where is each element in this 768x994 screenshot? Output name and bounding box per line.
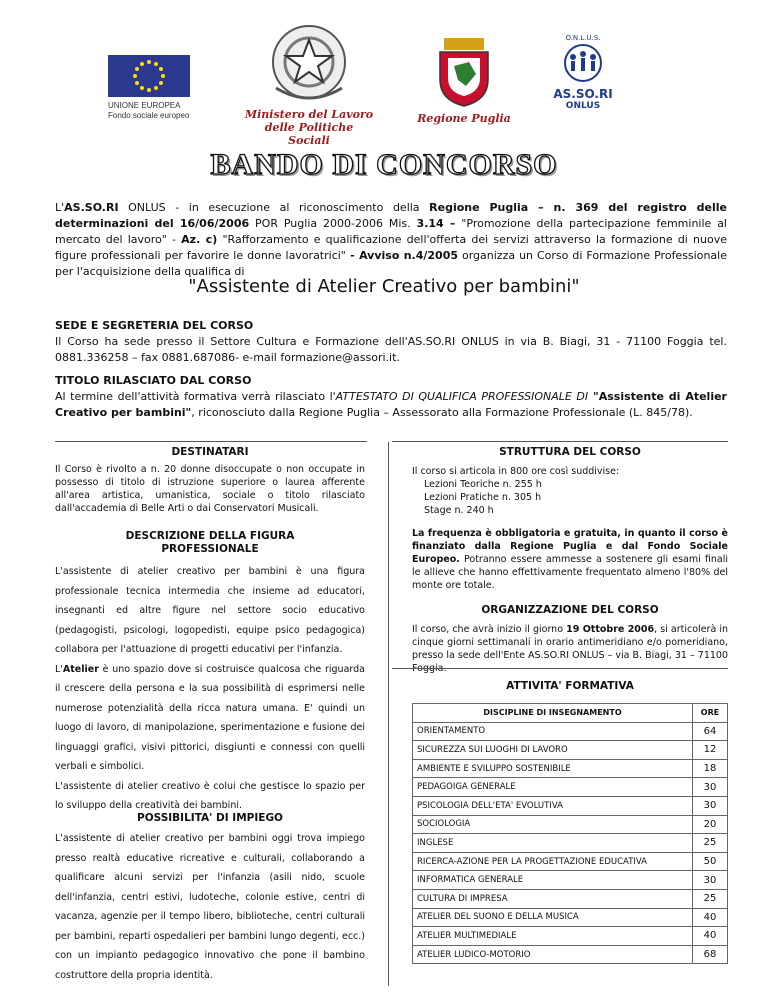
struttura-line: Lezioni Teoriche n. 255 h	[424, 479, 542, 490]
divider-left	[55, 441, 367, 442]
regione-caption: Regione Puglia	[417, 112, 511, 125]
frequenza-bold: La frequenza è obbligatoria e gratuita, in quanto il corso è finanziato dalla Regione Puglia e dal Fondo Sociale Europeo.	[412, 528, 728, 565]
sede-section	[55, 318, 727, 366]
table-row	[413, 871, 728, 890]
table-row	[413, 796, 728, 815]
discipline-name: SOCIOLOGIA	[413, 815, 693, 834]
discipline-hours: 18	[693, 759, 728, 778]
discipline-name: ORIENTAMENTO	[413, 722, 693, 741]
table-row	[413, 889, 728, 908]
intro-text-3: POR Puglia 2000-2006 Mis.	[249, 217, 417, 230]
intro-azione: Az. c)	[181, 233, 218, 246]
discipline-hours: 68	[693, 945, 728, 964]
discipline-table	[412, 703, 728, 964]
assori-label: AS.SO.RI	[553, 87, 613, 101]
attivita-heading: ATTIVITA' FORMATIVA	[506, 680, 634, 692]
discipline-name: ATELIER MULTIMEDIALE	[413, 927, 693, 946]
discipline-name: SICUREZZA SUI LUOGHI DI LAVORO	[413, 741, 693, 760]
eu-logo	[108, 55, 198, 121]
sede-heading: SEDE E SEGRETERIA DEL CORSO	[55, 319, 254, 332]
descrizione-heading: DESCRIZIONE DELLA FIGURA PROFESSIONALE	[125, 530, 295, 555]
impiego-text: L'assistente di atelier creativo per bambini oggi trova impiego presso realtà educative ricreative e culturali, collaborando a qualificare alcuni servizi per l'infanzia (asili nido, scuole dell'infanzia, centri estivi, ludoteche, colonie estive, centri di vacanza, agenzie per il tempo libero, biblioteche, centri culturali per bambini, reparti ospedalieri per bambini lungo degenti, ecc.) con un impianto pedagogico innovativo che pone il bambino costruttore della propria identità.	[55, 833, 365, 981]
intro-misura: 3.14 –	[416, 217, 456, 230]
table-row	[413, 778, 728, 797]
organizzazione-heading: ORGANIZZAZIONE DEL CORSO	[481, 604, 659, 616]
assori-logo	[552, 34, 614, 111]
discipline-hours: 30	[693, 778, 728, 797]
discipline-name: RICERCA-AZIONE PER LA PROGETTAZIONE EDUCATIVA	[413, 852, 693, 871]
organizzazione-section	[412, 604, 728, 675]
intro-text-2: ONLUS - in esecuzione al riconoscimento della	[118, 201, 430, 214]
discipline-hours: 30	[693, 871, 728, 890]
organizzazione-date: 19 Ottobre 2006	[566, 624, 655, 635]
table-row	[413, 834, 728, 853]
page-title: BANDO DI CONCORSO	[210, 148, 558, 181]
destinatari-text: Il Corso è rivolto a n. 20 donne disoccupate o non occupate in possesso di titolo di istruzione superiore o laurea afferente all'area artistica, umanistica, sociale o titolo rilasciato dall'accademia di Belle Arti o dai Conservatori Musicali.	[55, 464, 365, 514]
intro-text-6: organizza un Corso di Formazione Professionale per l'acquisizione della qualifica di	[55, 249, 727, 278]
divider-right	[392, 441, 728, 442]
attivita-section	[412, 680, 728, 693]
intro-paragraph	[55, 200, 727, 280]
people-icon	[555, 42, 611, 84]
logo-header	[0, 0, 768, 147]
divider-right-2	[392, 668, 728, 669]
italian-emblem-icon	[244, 18, 374, 104]
titolo-attestato: ATTESTATO DI QUALIFICA PROFESSIONALE DI	[335, 390, 589, 403]
ministero-caption-2: delle Politiche Sociali	[264, 121, 354, 147]
organizzazione-text-1: Il corso, che avrà inizio il giorno	[412, 624, 567, 635]
discipline-hours: 30	[693, 796, 728, 815]
struttura-line: Stage n. 240 h	[424, 505, 494, 516]
intro-org: AS.SO.RI	[64, 201, 119, 214]
eu-caption-1: UNIONE EUROPEA	[108, 101, 181, 110]
struttura-line: Lezioni Pratiche n. 305 h	[424, 492, 542, 503]
table-row	[413, 815, 728, 834]
regione-logo	[414, 36, 514, 125]
discipline-name: CULTURA DI IMPRESA	[413, 889, 693, 908]
table-row	[413, 908, 728, 927]
discipline-name: INFORMATICA GENERALE	[413, 871, 693, 890]
ore-column-header: ORE	[693, 704, 728, 723]
titolo-qualifica: "Assistente di Atelier Creativo per bambini"	[55, 390, 727, 419]
titolo-text-1: Al termine dell'attività formativa verrà rilasciato l'	[55, 390, 336, 403]
table-row	[413, 852, 728, 871]
table-row	[413, 741, 728, 760]
struttura-section	[412, 446, 728, 592]
intro-text-5: "Rafforzamento e qualificazione dell'offerta dei servizi attraverso la formazione di nuove figure professionali per favorire le donne lavoratrici"	[55, 233, 727, 262]
ministero-logo	[244, 18, 374, 147]
table-header-row	[413, 704, 728, 723]
impiego-section	[55, 812, 365, 985]
eu-caption-2: Fondo sociale europeo	[108, 111, 190, 120]
intro-text-4: "Promozione della partecipazione femminile al mercato del lavoro" -	[55, 217, 727, 246]
table-row	[413, 759, 728, 778]
discipline-name: ATELIER LUDICO-MOTORIO	[413, 945, 693, 964]
table-row	[413, 722, 728, 741]
discipline-column-header: DISCIPLINE DI INSEGNAMENTO	[413, 704, 693, 723]
discipline-hours: 64	[693, 722, 728, 741]
destinatari-section	[55, 446, 365, 515]
descrizione-section	[55, 530, 365, 816]
titolo-section	[55, 373, 727, 421]
descrizione-p3: L'assistente di atelier creativo è colui che gestisce lo spazio per lo sviluppo della creatività dei bambini.	[55, 780, 365, 811]
discipline-hours: 12	[693, 741, 728, 760]
impiego-heading: POSSIBILITA' DI IMPIEGO	[137, 812, 283, 824]
struttura-heading: STRUTTURA DEL CORSO	[499, 446, 641, 458]
intro-regione: Regione Puglia – n. 369 del registro delle determinazioni del 16/06/2006	[55, 201, 727, 230]
discipline-hours: 50	[693, 852, 728, 871]
table-row	[413, 927, 728, 946]
table-row	[413, 945, 728, 964]
discipline-name: INGLESE	[413, 834, 693, 853]
titolo-text	[55, 389, 727, 421]
frequenza-text	[412, 527, 728, 592]
course-title: "Assistente di Atelier Creativo per bambini"	[188, 276, 580, 297]
discipline-name: ATELIER DEL SUONO E DELLA MUSICA	[413, 908, 693, 927]
discipline-name: PSICOLOGIA DELL'ETA' EVOLUTIVA	[413, 796, 693, 815]
discipline-hours: 25	[693, 889, 728, 908]
descrizione-p1: L'assistente di atelier creativo per bambini è una figura professionale tecnica intermedia che insieme ad educatori, insegnanti ed altre figure nel settore socio educativo (pedagogisti, psicologi, logopedisti, equipe psico pedagogica) collabora per l'attuazione di progetti educativi per l'infanzia.	[55, 566, 365, 655]
intro-avviso: - Avviso n.4/2005	[345, 249, 459, 262]
organizzazione-text-2: , si articolerà in cinque giorni settimanali in orario antimeridiano e/o pomeridiano, presso la sede dell'Ente AS.SO.RI ONLUS – via B. Biagi, 31 – 71100 Foggia.	[412, 624, 729, 674]
frequenza-rest: Potranno essere ammesse a sostenere gli esami finali le allieve che hanno effettivamente frequentato almeno l'80% del monte ore totale.	[412, 554, 728, 591]
ministero-caption-1: Ministero del Lavoro	[244, 108, 374, 121]
regione-shield-icon	[414, 36, 514, 108]
descrizione-p2-c: è uno spazio dove si costruisce qualcosa che riguarda il crescere della persona e la sua possibilità di esprimersi nelle numerose potenzialità della ricca natura umana. E' quindi un luogo di lavoro, di manipolazione, sperimentazione e fusione dei linguaggi grafici, visivi pittorici, disgiunti e connessi con quelli verbali e simbolici.	[55, 663, 365, 772]
discipline-hours: 40	[693, 908, 728, 927]
descrizione-body	[55, 562, 365, 816]
struttura-lines	[412, 478, 728, 517]
discipline-table-body	[413, 722, 728, 964]
sede-text: Il Corso ha sede presso il Settore Cultura e Formazione dell'AS.SO.RI ONLUS in via B. Biagi, 31 - 71100 Foggia tel. 0881.336258 – fax 0881.687086- e-mail formazione@assori.it.	[55, 335, 727, 364]
struttura-intro: Il corso si articola in 800 ore così suddivise:	[412, 466, 620, 477]
descrizione-p2	[55, 660, 365, 777]
discipline-hours: 40	[693, 927, 728, 946]
discipline-name: AMBIENTE E SVILUPPO SOSTENIBILE	[413, 759, 693, 778]
discipline-hours: 25	[693, 834, 728, 853]
eu-flag-icon	[108, 55, 190, 97]
titolo-heading: TITOLO RILASCIATO DAL CORSO	[55, 374, 252, 387]
onlus-top-label: O.N.L.U.S.	[565, 34, 601, 42]
column-divider	[388, 442, 389, 986]
descrizione-p2-a: L'	[55, 663, 63, 675]
titolo-text-4: , riconosciuto dalla Regione Puglia – Assessorato alla Formazione Professionale (L. 845/78).	[191, 406, 693, 419]
discipline-hours: 20	[693, 815, 728, 834]
descrizione-atelier: Atelier	[62, 663, 99, 675]
onlus-label: ONLUS	[565, 101, 601, 111]
discipline-name: PEDAGOIGA GENERALE	[413, 778, 693, 797]
intro-text-1: L'	[55, 201, 65, 214]
destinatari-heading: DESTINATARI	[171, 446, 249, 458]
